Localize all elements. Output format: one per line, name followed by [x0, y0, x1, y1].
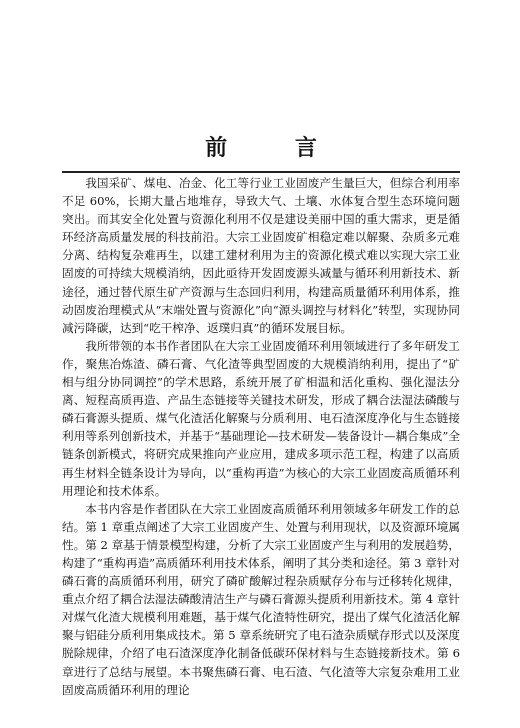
paragraph-1: 我国采矿、煤电、冶金、化工等行业工业固废产生量巨大，但综合利用率不足 60%，长期大量占地堆存，导致大气、土壤、水体复合型生态环境问题突出。而其安全化处置与资源化利用不仅是建设美丽中国的重大需求，更是循环经济高质量发展的科技前沿。大宗工业固废矿相稳定难以解聚、杂质多元难分离、结构复杂难再生，以建工建材利用为主的资源化模式难以实现大宗工业固废的可持续大规模消纳，因此亟待开发固废源头减量与循环利用新技术、新途径，通过替代原生矿产资源与生态回归利用，构建高质量循环利用体系，推动固废治理模式从“末端处置与资源化”向“源头调控与材料化”转型，实现协同减污降碳，达到“吃干榨净、返璞归真”的循环发展目标。: [62, 176, 460, 335]
paragraph-2: 我所带领的本书作者团队在大宗工业固废循环利用领域进行了多年研发工作，聚焦冶炼渣、磷石膏、气化渣等典型固废的大规模消纳利用，提出了“矿相与组分协同调控”的学术思路，系统开展了矿相温和活化重构、强化湿法分离、短程高质再造、产品生态链接等关键技术研发，形成了耦合法湿法磷酸与磷石膏源头提质、煤气化渣活化解聚与分质利用、电石渣深度净化与生态链接利用等系列创新技术，并基于“基础理论—技术研发—装备设计—耦合集成”全链条创新模式，将研究成果推向产业应用，建成多项示范工程，构建了以高质再生材料全链条设计为导向，以“重构再造”为核心的大宗工业固废高质循环利用理论和技术体系。: [62, 338, 460, 498]
title-underline: [62, 171, 460, 173]
preface-body: [62, 174, 460, 699]
paragraph-3: 本书内容是作者团队在大宗工业固废高质循环利用领域多年研发工作的总结。第 1 章重点阐述了大宗工业固废产生、处置与利用现状，以及资源环境属性。第 2 章基于情景模型构建，分析了大宗工业固废产生与利用的发展趋势，构建了“重构再造”高质循环利用技术体系，阐明了其分类和途径。第 3 章针对磷石膏的高质循环利用，研究了磷矿酸解过程杂质赋存分布与迁移转化规律，重点介绍了耦合法湿法磷酸清洁生产与磷石膏源头提质利用新技术。第 4 章针对煤气化渣大规模利用难题，基于煤气化渣特性研究，提出了煤气化渣活化解聚与铝硅分质利用集成技术。第 5 章系统研究了电石渣杂质赋存形式以及深度脱除规律，介绍了电石渣深度净化制备低碳环保材料与生态链接新技术。第 6 章进行了总结与展望。本书聚焦磷石膏、电石渣、气化渣等大宗复杂难用工业固废高质循环利用的理论: [62, 501, 460, 697]
preface-title: 前 言: [205, 135, 347, 161]
